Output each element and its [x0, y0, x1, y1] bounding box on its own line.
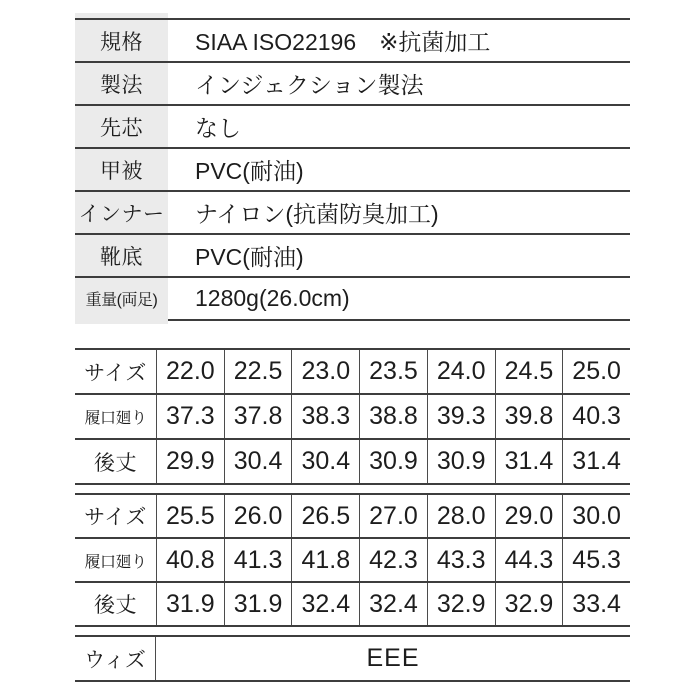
size-cell: 31.9: [156, 583, 224, 625]
size-cell: 33.4: [562, 583, 630, 625]
size-cell: 29.0: [495, 495, 563, 537]
size-cell: 38.8: [359, 395, 427, 438]
size-row-opening-girth: [75, 537, 630, 581]
size-cell: 30.9: [359, 440, 427, 483]
size-cell: 30.0: [562, 495, 630, 537]
spec-table: [75, 18, 630, 321]
size-table-large-sizes: [75, 493, 630, 627]
size-cell: 24.5: [495, 350, 563, 393]
size-cell: 42.3: [359, 539, 427, 581]
spec-row-weight: [75, 276, 630, 319]
size-cell: 40.8: [156, 539, 224, 581]
size-cell: 32.4: [291, 583, 359, 625]
size-cell: 37.3: [156, 395, 224, 438]
width-label: ウィズ: [75, 637, 156, 680]
size-cell: 22.0: [156, 350, 224, 393]
spec-row-inner: [75, 190, 630, 233]
width-table: [75, 635, 630, 682]
spec-value-toecap: なし: [195, 115, 241, 141]
size-row-header: サイズ: [84, 361, 147, 385]
size-cell: 26.5: [291, 495, 359, 537]
size-cell: 22.5: [224, 350, 292, 393]
size-cell: 39.8: [495, 395, 563, 438]
spec-value-weight: 1280g(26.0cm): [195, 285, 350, 311]
spec-value-method: インジェクション製法: [195, 72, 424, 98]
spec-label-toecap: 先芯: [100, 116, 143, 140]
size-cell: 43.3: [427, 539, 495, 581]
size-row-size: [75, 493, 630, 537]
size-cell: 28.0: [427, 495, 495, 537]
spec-label-weight: 重量(両足): [85, 292, 158, 309]
size-row-back-height: [75, 438, 630, 483]
size-row-opening-girth: [75, 393, 630, 438]
size-cell: 30.9: [427, 440, 495, 483]
size-cell: 40.3: [562, 395, 630, 438]
spec-row-upper: [75, 147, 630, 190]
size-cell: 32.9: [427, 583, 495, 625]
size-cell: 26.0: [224, 495, 292, 537]
size-table-small-sizes: [75, 348, 630, 485]
spec-label-method: 製法: [100, 73, 143, 97]
size-cell: 38.3: [291, 395, 359, 438]
size-row-header: 後丈: [94, 594, 137, 617]
size-row-header: 後丈: [94, 451, 137, 475]
spec-row-sole: [75, 233, 630, 276]
size-cell: 30.4: [224, 440, 292, 483]
size-cell: 45.3: [562, 539, 630, 581]
spec-value-sole: PVC(耐油): [195, 244, 304, 270]
spec-label-inner: インナー: [78, 202, 165, 226]
spec-row-standard: [75, 18, 630, 61]
size-row-back-height: [75, 581, 630, 625]
width-value: EEE: [366, 644, 420, 672]
size-cell: 32.9: [495, 583, 563, 625]
size-row-header: 履口廻り: [84, 410, 147, 427]
size-cell: 29.9: [156, 440, 224, 483]
size-cell: 31.4: [562, 440, 630, 483]
size-cell: 25.5: [156, 495, 224, 537]
size-row-header: 履口廻り: [84, 553, 147, 571]
size-cell: 31.4: [495, 440, 563, 483]
spec-value-standard: SIAA ISO22196 ※抗菌加工: [195, 29, 491, 55]
spec-value-upper: PVC(耐油): [195, 158, 304, 184]
spec-row-toecap: [75, 104, 630, 147]
size-cell: 41.3: [224, 539, 292, 581]
size-cell: 30.4: [291, 440, 359, 483]
size-cell: 23.0: [291, 350, 359, 393]
size-cell: 39.3: [427, 395, 495, 438]
size-cell: 37.8: [224, 395, 292, 438]
spec-value-inner: ナイロン(抗菌防臭加工): [195, 201, 439, 227]
size-cell: 24.0: [427, 350, 495, 393]
spec-label-standard: 規格: [100, 30, 143, 54]
spec-row-method: [75, 61, 630, 104]
spec-label-upper: 甲被: [100, 159, 143, 183]
size-cell: 44.3: [495, 539, 563, 581]
size-cell: 23.5: [359, 350, 427, 393]
size-row-size: [75, 348, 630, 393]
size-cell: 31.9: [224, 583, 292, 625]
size-cell: 32.4: [359, 583, 427, 625]
size-row-header: サイズ: [84, 506, 147, 529]
size-cell: 41.8: [291, 539, 359, 581]
spec-label-sole: 靴底: [100, 245, 143, 269]
size-cell: 25.0: [562, 350, 630, 393]
size-cell: 27.0: [359, 495, 427, 537]
